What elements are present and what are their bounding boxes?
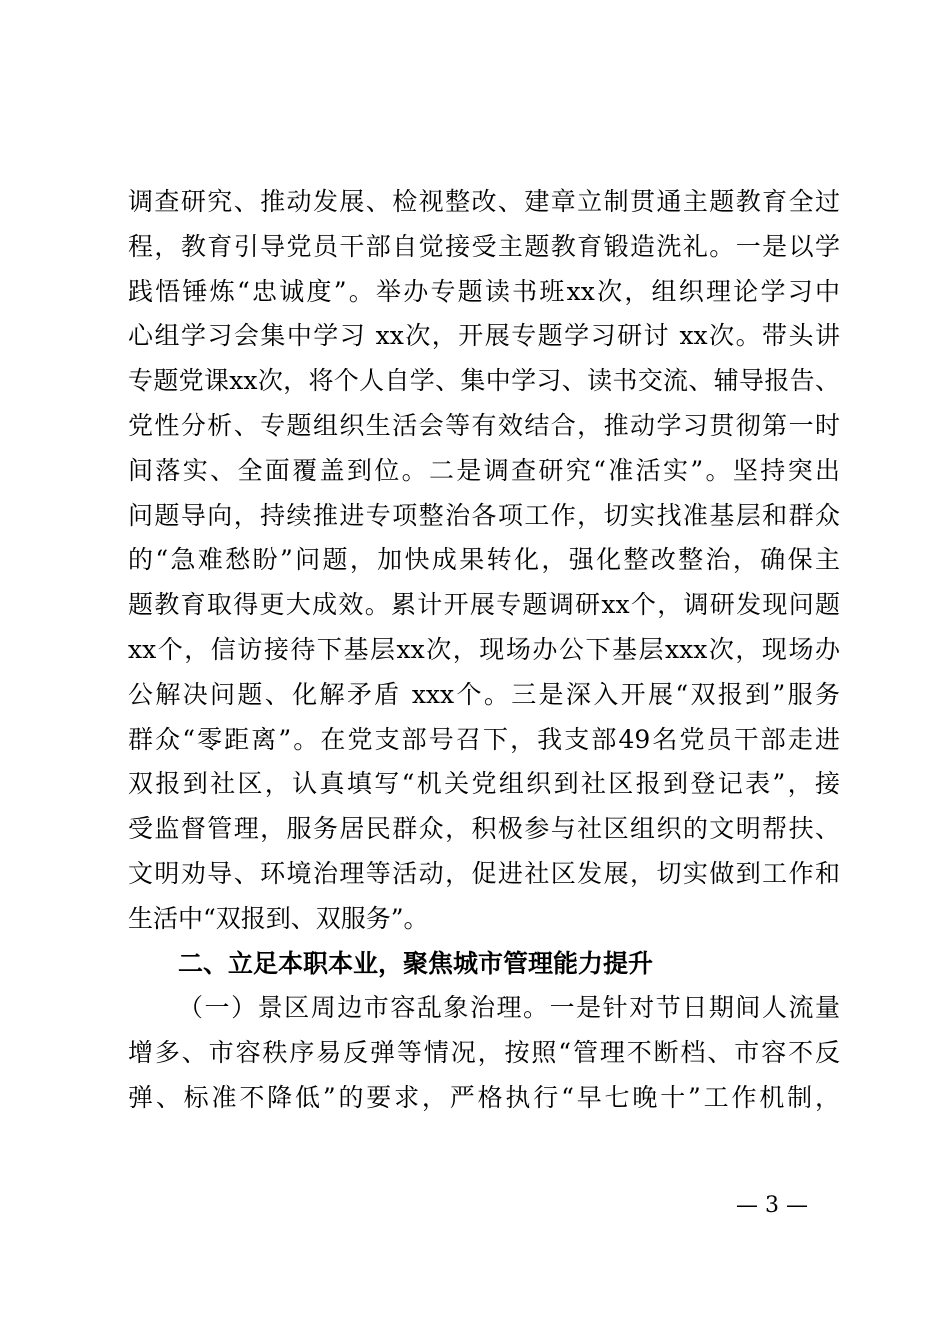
paragraph-line: 公解决问题、化解矛盾 xxx个。三是深入开展“双报到”服务	[128, 679, 840, 709]
paragraph-line: 双报到社区，认真填写“机关党组织到社区报到登记表”，接	[128, 769, 840, 799]
paragraph-line: 群众“零距离”。在党支部号召下，我支部49名党员干部走进	[128, 724, 840, 754]
page-number: — 3 —	[736, 1193, 808, 1218]
paragraph-line: 专题党课xx次，将个人自学、集中学习、读书交流、辅导报告、	[128, 366, 840, 396]
paragraph-line: 增多、市容秩序易反弹等情况，按照“管理不断档、市容不反	[128, 1038, 840, 1068]
paragraph-line: 生活中“双报到、双服务”。	[128, 903, 429, 933]
paragraph-line: 的“急难愁盼”问题，加快成果转化，强化整改整治，确保主	[128, 545, 840, 575]
paragraph-line: 心组学习会集中学习 xx次，开展专题学习研讨 xx次。带头讲	[128, 321, 840, 351]
paragraph-line: 弹、标准不降低”的要求，严格执行“早七晚十”工作机制，	[128, 1082, 840, 1112]
subsection-line: （一）景区周边市容乱象治理。一是针对节日期间人流量	[178, 993, 840, 1023]
paragraph-line: 文明劝导、环境治理等活动，促进社区发展，切实做到工作和	[128, 858, 840, 888]
paragraph-line: 调查研究、推动发展、检视整改、建章立制贯通主题教育全过	[128, 187, 840, 216]
paragraph-line: 题教育取得更大成效。累计开展专题调研xx个，调研发现问题	[128, 590, 840, 620]
paragraph-line: xx个，信访接待下基层xx次，现场办公下基层xxx次，现场办	[128, 634, 840, 664]
paragraph-line: 践悟锤炼“忠诚度”。举办专题读书班xx次，组织理论学习中	[128, 276, 840, 306]
paragraph-line: 受监督管理，服务居民群众，积极参与社区组织的文明帮扶、	[128, 814, 840, 844]
paragraph-line: 间落实、全面覆盖到位。二是调查研究“准活实”。坚持突出	[128, 455, 840, 485]
paragraph-line: 问题导向，持续推进专项整治各项工作，切实找准基层和群众	[128, 500, 840, 530]
body-text	[128, 180, 840, 1121]
paragraph-line: 程，教育引导党员干部自觉接受主题教育锻造洗礼。一是以学	[128, 231, 840, 261]
section-heading: 二、立足本职本业，聚焦城市管理能力提升	[178, 948, 654, 978]
paragraph-line: 党性分析、专题组织生活会等有效结合，推动学习贯彻第一时	[128, 410, 840, 440]
